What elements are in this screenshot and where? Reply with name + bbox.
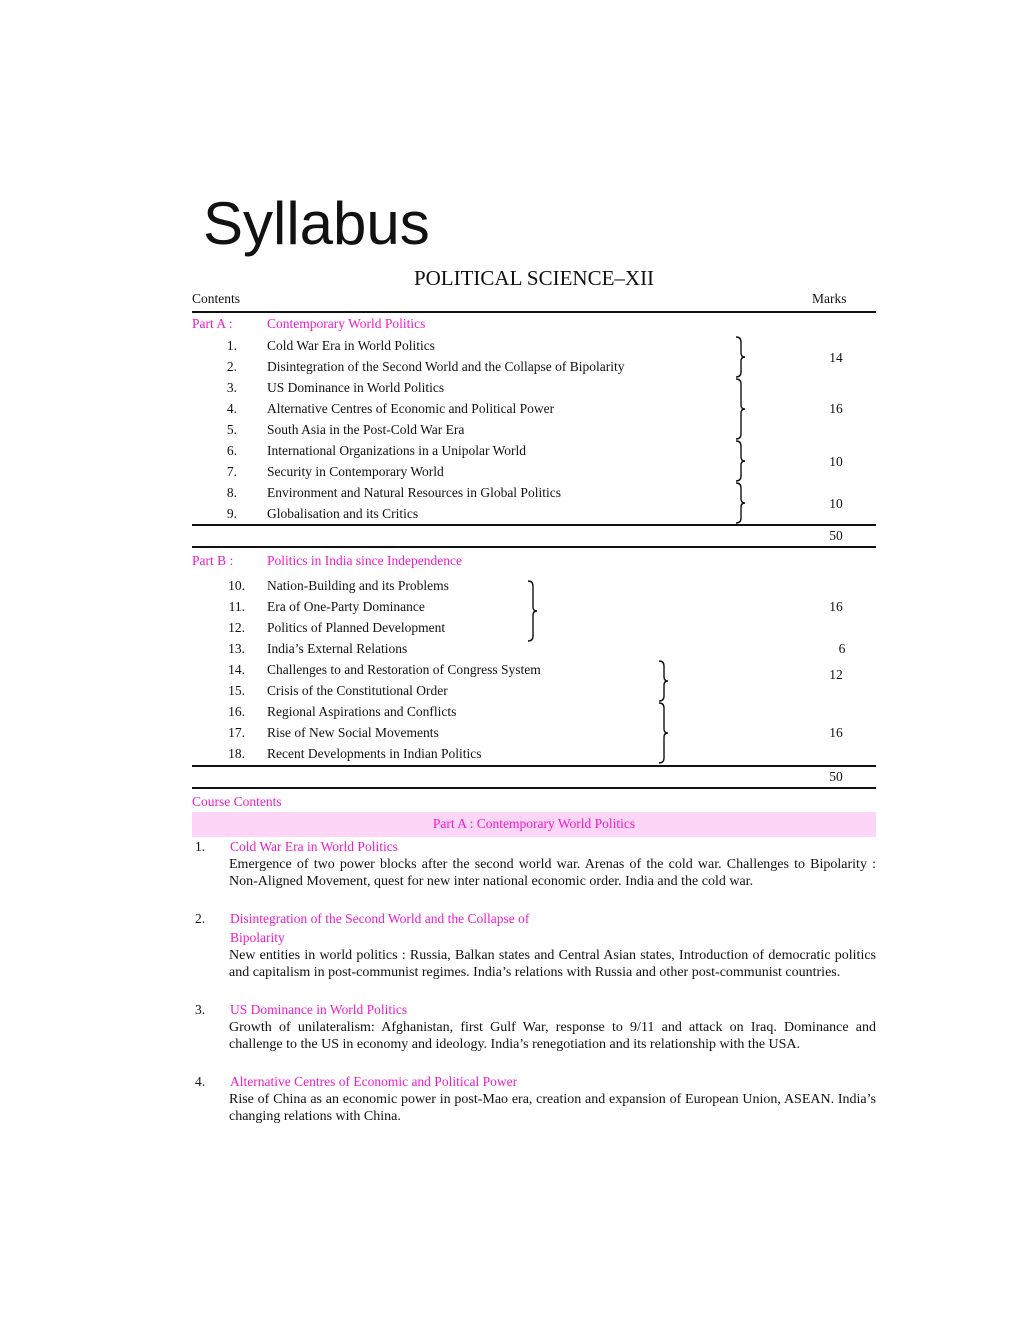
marks-value: 16 [829, 599, 843, 614]
band-title: Part A : Contemporary World Politics [432, 816, 636, 831]
list-item: Politics of Planned Development [267, 620, 446, 635]
item-number: 9. [226, 506, 237, 521]
list-item: Security in Contemporary World [267, 464, 444, 479]
section-body: Growth of unilateralism: Afghanistan, first Gulf War, response to 9/11 and attack on Iraq. Dominance and challenge to the US in economy and ideology. India’s renegotiation and its relationship with the USA. [229, 1020, 876, 1052]
list-item: International Organizations in a Unipolar World [267, 443, 526, 458]
marks-value: 6 [838, 641, 846, 656]
list-item: Nation-Building and its Problems [267, 578, 449, 593]
section-number: 3. [195, 1002, 206, 1017]
list-item: South Asia in the Post-Cold War Era [267, 422, 465, 437]
item-number: 13. [228, 641, 245, 656]
list-item: India’s External Relations [267, 641, 408, 656]
item-number: 17. [228, 725, 245, 740]
list-item: Alternative Centres of Economic and Political Power [267, 401, 555, 416]
course-contents-label: Course Contents [192, 794, 282, 809]
item-number: 6. [226, 443, 237, 458]
divider [192, 311, 876, 313]
divider [192, 787, 876, 789]
brace-icon [734, 336, 748, 378]
item-number: 15. [228, 683, 245, 698]
brace-icon [526, 580, 540, 642]
item-number: 11. [228, 599, 245, 614]
item-number: 18. [228, 746, 245, 761]
section-body: Emergence of two power blocks after the second world war. Arenas of the cold war. Challenges to Bipolarity : Non-Aligned Movement, quest for new inter national economic order. India and the cold war. [229, 857, 876, 889]
list-item: Regional Aspirations and Conflicts [267, 704, 457, 719]
marks-value: 10 [829, 454, 843, 469]
item-number: 7. [226, 464, 237, 479]
list-item: Challenges to and Restoration of Congress System [267, 662, 541, 677]
section-number: 4. [195, 1074, 206, 1089]
brace-icon [734, 378, 748, 440]
part-a-total: 50 [829, 528, 843, 543]
part-b-total: 50 [829, 769, 843, 784]
item-number: 14. [228, 662, 245, 677]
item-number: 1. [226, 338, 237, 353]
divider [192, 524, 876, 526]
list-item: Rise of New Social Movements [267, 725, 439, 740]
page-title: Syllabus [203, 190, 430, 257]
item-number: 4. [226, 401, 237, 416]
brace-icon [734, 440, 748, 482]
contents-header: Contents [192, 291, 241, 306]
list-item: Environment and Natural Resources in Global Politics [267, 485, 561, 500]
marks-value: 10 [829, 496, 843, 511]
brace-icon [657, 660, 671, 702]
item-number: 2. [226, 359, 237, 374]
item-number: 5. [226, 422, 237, 437]
divider [192, 765, 876, 767]
item-number: 10. [228, 578, 245, 593]
item-number: 16. [228, 704, 245, 719]
list-item: Recent Developments in Indian Politics [267, 746, 482, 761]
subject-title: POLITICAL SCIENCE–XII [413, 266, 655, 290]
section-title: Alternative Centres of Economic and Political Power [230, 1074, 518, 1089]
marks-value: 14 [829, 350, 843, 365]
part-a-heading: Contemporary World Politics [267, 316, 426, 331]
part-b-heading: Politics in India since Independence [267, 553, 462, 568]
section-title: Disintegration of the Second World and the Collapse of [230, 911, 530, 926]
section-body: Rise of China as an economic power in post-Mao era, creation and expansion of European Union, ASEAN. India’s changing relations with China. [229, 1092, 876, 1124]
marks-value: 16 [829, 401, 843, 416]
list-item: US Dominance in World Politics [267, 380, 445, 395]
part-a-label: Part A : [192, 316, 233, 331]
section-title: Cold War Era in World Politics [230, 839, 398, 854]
marks-header: Marks [812, 291, 847, 306]
list-item: Era of One-Party Dominance [267, 599, 425, 614]
marks-value: 12 [829, 667, 843, 682]
brace-icon [734, 482, 748, 524]
item-number: 3. [226, 380, 237, 395]
section-number: 1. [195, 839, 206, 854]
part-b-label: Part B : [192, 553, 234, 568]
list-item: Disintegration of the Second World and the Collapse of Bipolarity [267, 359, 625, 374]
section-title: US Dominance in World Politics [230, 1002, 408, 1017]
list-item: Crisis of the Constitutional Order [267, 683, 448, 698]
item-number: 8. [226, 485, 237, 500]
section-number: 2. [195, 911, 206, 926]
brace-icon [657, 702, 671, 764]
marks-value: 16 [829, 725, 843, 740]
section-title-cont: Bipolarity [230, 930, 285, 945]
divider [192, 546, 876, 548]
item-number: 12. [228, 620, 245, 635]
list-item: Cold War Era in World Politics [267, 338, 435, 353]
section-body: New entities in world politics : Russia, Balkan states and Central Asian states, Introduction of democratic politics and capitalism in post-communist regimes. India’s relations with Russia and other post-communist countries. [229, 948, 876, 980]
list-item: Globalisation and its Critics [267, 506, 419, 521]
